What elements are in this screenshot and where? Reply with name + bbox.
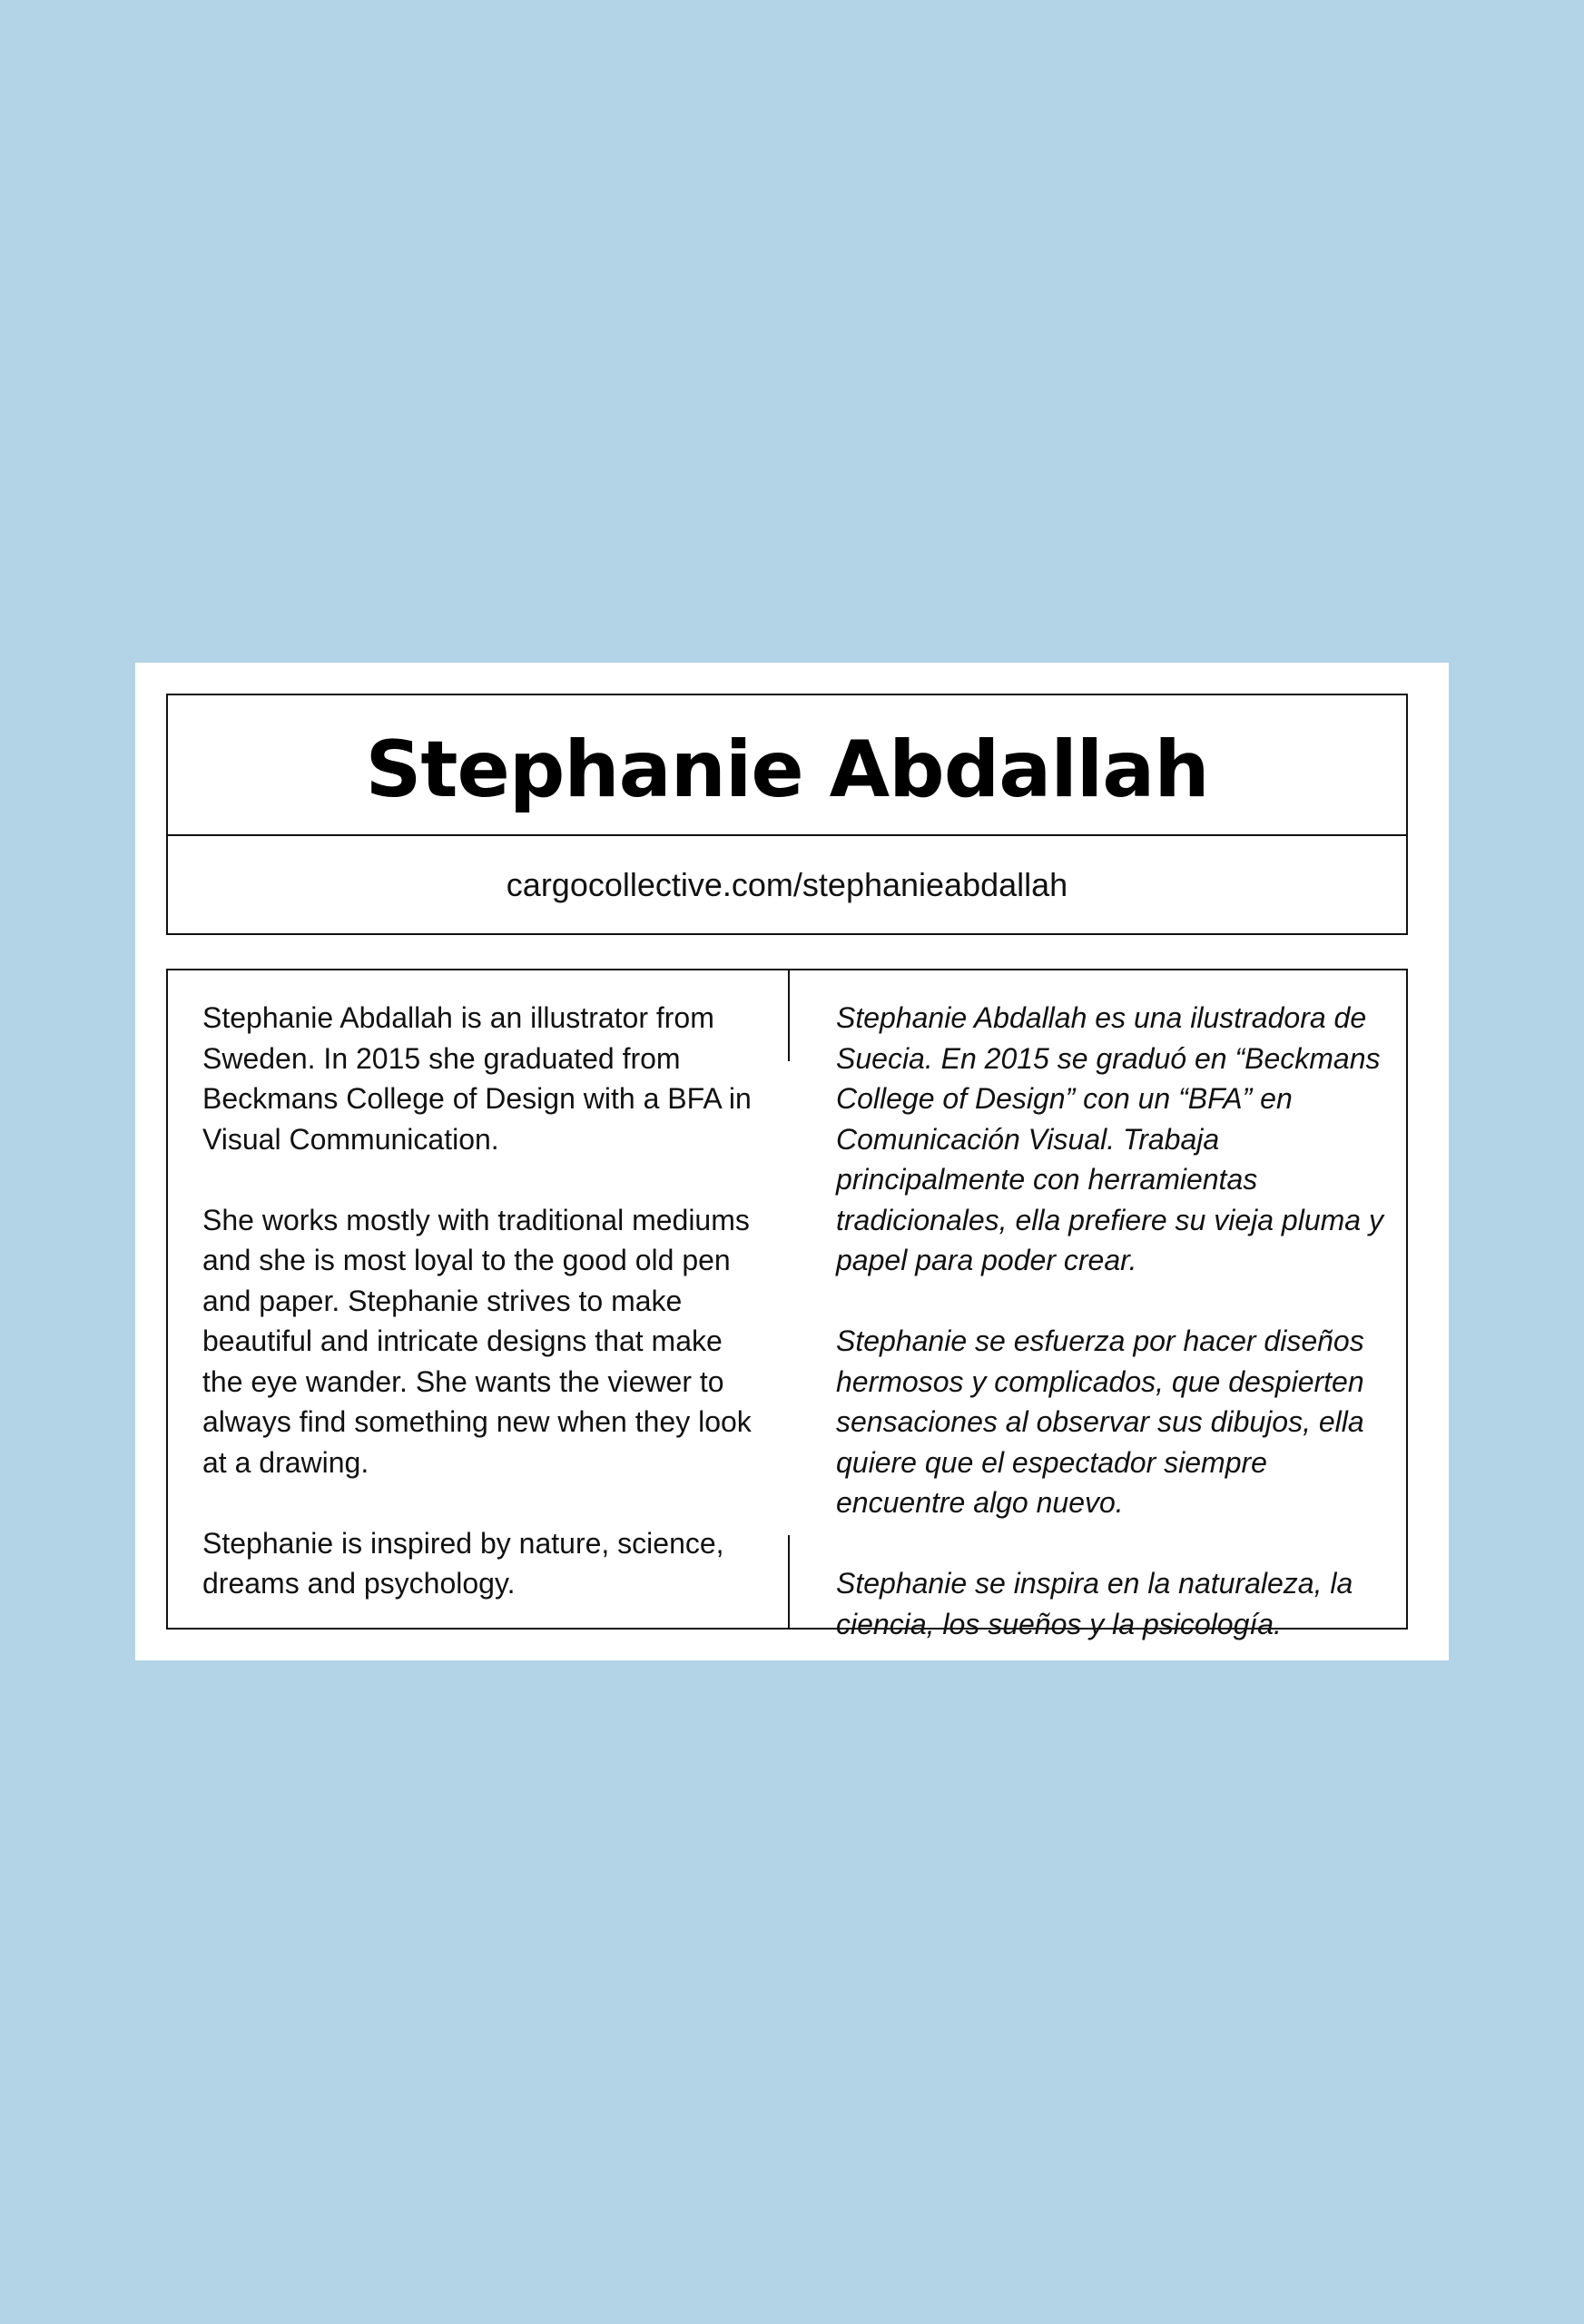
website-row	[168, 836, 1406, 933]
column-divider-bottom	[788, 1535, 790, 1630]
bio-box	[166, 969, 1408, 1640]
header-box	[166, 694, 1408, 935]
bio-en-paragraph-1: Stephanie Abdallah is an illustrator from Sweden. In 2015 she graduated from Beckmans College of Design with a BFA in Visual Communication.	[202, 1001, 752, 1156]
bio-es-paragraph-2: Stephanie se esfuerza por hacer diseños hermosos y complicados, que despierten sensaciones al observar sus dibujos, ella quiere que el espectador siempre encuentre algo nuevo.	[836, 1324, 1364, 1519]
bio-card	[135, 663, 1449, 1660]
bio-en-paragraph-2: She works mostly with traditional mediums and she is most loyal to the good old pen and paper. Stephanie strives to make beautiful and intricate designs that make the eye wander. She wants the viewer to always find something new when they look at a drawing.	[202, 1203, 752, 1479]
bio-spanish-column	[836, 998, 1390, 1644]
artist-name: Stephanie Abdallah	[365, 724, 1209, 815]
column-divider-top	[788, 970, 790, 1061]
bio-en-paragraph-3: Stephanie is inspired by nature, science, dreams and psychology.	[202, 1526, 724, 1600]
title-row	[168, 695, 1406, 836]
bio-english-column	[202, 998, 756, 1604]
bio-es-paragraph-3: Stephanie se inspira en la naturaleza, la ciencia, los sueños y la psicología.	[836, 1567, 1353, 1640]
bio-es-paragraph-1: Stephanie Abdallah es una ilustradora de Suecia. En 2015 se graduó en “Beckmans College of Design” con un “BFA” en Comunicación Visual. Trabaja principalmente con herramientas tradicionales, ella prefiere su vieja pluma y papel para poder crear.	[836, 1001, 1383, 1276]
website-link[interactable]: cargocollective.com/stephanieabdallah	[506, 865, 1068, 903]
